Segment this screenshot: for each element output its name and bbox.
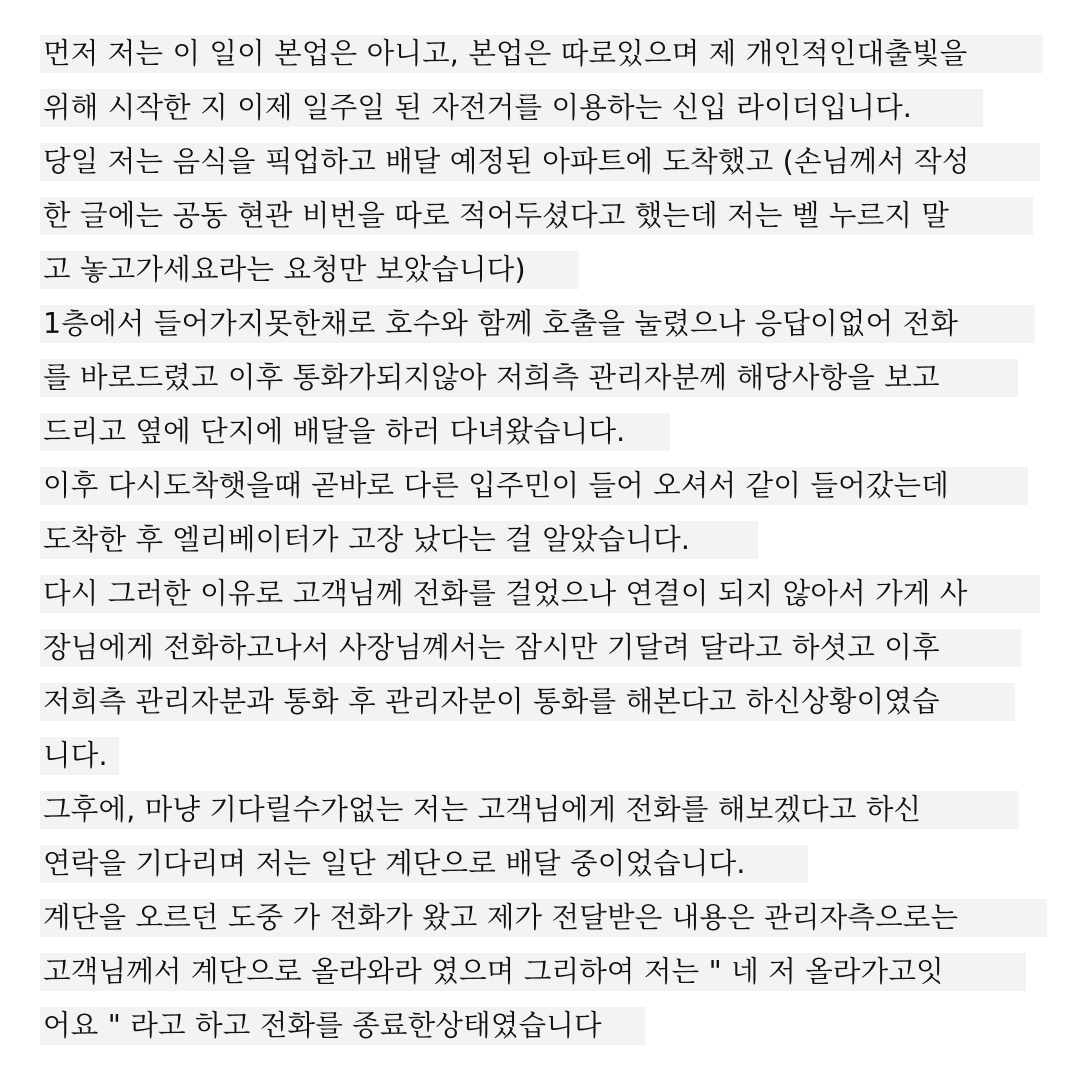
text-line: 니다. (40, 737, 119, 775)
text-line: 한 글에는 공동 현관 비번을 따로 적어두셨다고 했는데 저는 벨 누르지 말 (40, 197, 1033, 235)
text-line: 를 바로드렸고 이후 통화가되지않아 저희측 관리자분께 해당사항을 보고 (40, 359, 1018, 397)
text-line: 고 놓고가세요라는 요청만 보았습니다) (40, 251, 579, 289)
text-line: 계단을 오르던 도중 가 전화가 왔고 제가 전달받은 내용은 관리자측으로는 (40, 899, 1047, 937)
text-line: 그후에, 마냥 기다릴수가없는 저는 고객님에게 전화를 해보겠다고 하신 (40, 791, 1019, 829)
text-line: 도착한 후 엘리베이터가 고장 났다는 걸 알았습니다. (40, 521, 758, 559)
text-line: 다시 그러한 이유로 고객님께 전화를 걸었으나 연결이 되지 않아서 가게 사 (40, 575, 1040, 613)
text-line: 이후 다시도착햇을때 곧바로 다른 입주민이 들어 오셔서 같이 들어갔는데 (40, 467, 1028, 505)
text-line: 당일 저는 음식을 픽업하고 배달 예정된 아파트에 도착했고 (손님께서 작성 (40, 143, 1040, 181)
text-line: 장님에게 전화하고나서 사장님꼐서는 잠시만 기달려 달라고 하셧고 이후 (40, 629, 1021, 667)
text-line: 어요 " 라고 하고 전화를 종료한상태였습니다 (40, 1007, 645, 1045)
text-line: 고객님께서 계단으로 올라와라 였으며 그리하여 저는 " 네 저 올라가고잇 (40, 953, 1026, 991)
text-line: 저희측 관리자분과 통화 후 관리자분이 통화를 해본다고 하신상황이였습 (40, 683, 1015, 721)
text-line: 연락을 기다리며 저는 일단 계단으로 배달 중이었습니다. (40, 845, 808, 883)
text-line: 먼저 저는 이 일이 본업은 아니고, 본업은 따로있으며 제 개인적인대출빛을 (40, 35, 1043, 73)
text-line: 드리고 옆에 단지에 배달을 하러 다녀왔습니다. (40, 413, 670, 451)
text-line: 위해 시작한 지 이제 일주일 된 자전거를 이용하는 신입 라이더입니다. (40, 89, 983, 127)
text-line: 1층에서 들어가지못한채로 호수와 함께 호출을 눌렸으나 응답이없어 전화 (40, 305, 1035, 343)
